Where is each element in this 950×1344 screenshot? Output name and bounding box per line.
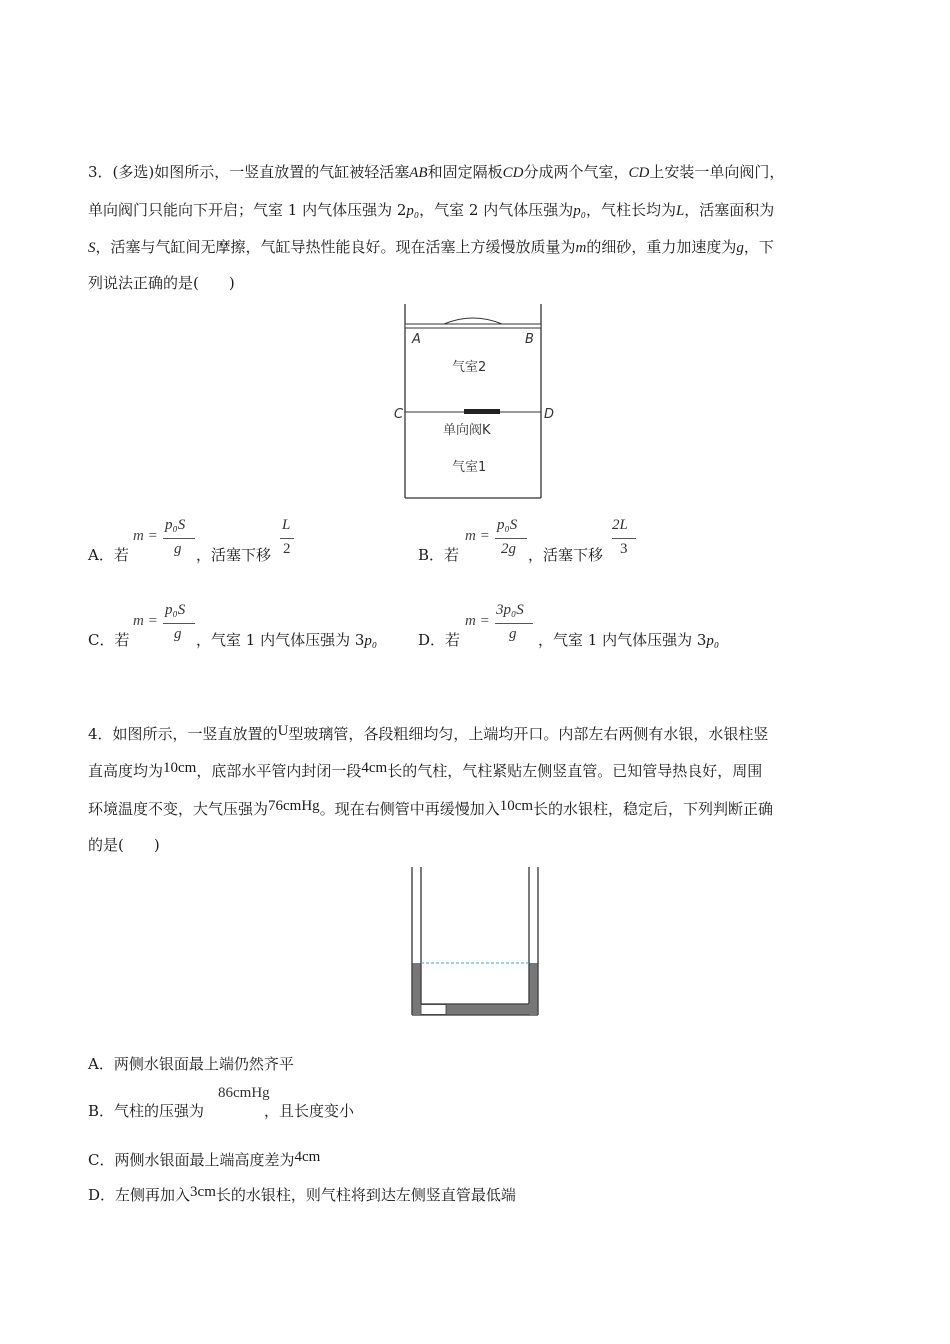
q3-D-m-eq: m = bbox=[465, 613, 490, 629]
q3-line-2: 单向阀门只能向下开启；气室 1 内气体压强为 2p₀，气室 2 内气体压强为p₀，气柱长均为L，活塞面积为 bbox=[88, 201, 775, 219]
q4-option-A[interactable]: A．两侧水银面最上端仍然齐平 bbox=[88, 1055, 294, 1073]
label-valve-K: 单向阀K bbox=[443, 423, 491, 438]
q3-B-tail-fraction: 2L 3 bbox=[612, 517, 636, 561]
label-B: B bbox=[525, 332, 534, 347]
label-A: A bbox=[412, 332, 421, 347]
q3-C-m-eq: m = bbox=[133, 613, 158, 629]
q3-D-tail: ，气室 1 内气体压强为 3p₀ bbox=[538, 631, 720, 649]
q3-line-4: 列说法正确的是( ) bbox=[88, 274, 235, 292]
q3-D-fraction: 3p₀S g bbox=[495, 602, 533, 646]
q3-A-tail-fraction: L 2 bbox=[280, 517, 294, 561]
valve-K bbox=[464, 409, 500, 414]
q3-option-D[interactable]: D．若 bbox=[418, 631, 461, 649]
q3-option-A[interactable]: A．若 bbox=[88, 546, 129, 564]
sand-mound bbox=[444, 318, 502, 324]
air-column bbox=[421, 1005, 446, 1015]
label-chamber-2: 气室2 bbox=[452, 360, 487, 375]
q4-option-D[interactable]: D．左侧再加入3cm长的水银柱，则气柱将到达左侧竖直管最低端 bbox=[88, 1184, 516, 1204]
q3-cylinder-figure bbox=[394, 300, 554, 502]
q3-option-B[interactable]: B．若 bbox=[418, 546, 460, 564]
q3-A-tail: ，活塞下移 bbox=[196, 546, 272, 564]
q4-line-3: 环境温度不变，大气压强为76cmHg。现在右侧管中再缓慢加入10cm长的水银柱，稳定后，下列判断正确 bbox=[88, 798, 774, 818]
q3-C-tail: ，气室 1 内气体压强为 3p₀ bbox=[196, 631, 378, 649]
q3-A-m-eq: m = bbox=[133, 528, 158, 544]
q3-C-fraction: p₀S g bbox=[163, 602, 195, 646]
q3-B-fraction: p₀S 2g bbox=[495, 517, 527, 561]
q3-option-C[interactable]: C．若 bbox=[88, 631, 130, 649]
label-chamber-1: 气室1 bbox=[452, 460, 487, 475]
label-C: C bbox=[394, 407, 404, 422]
label-D: D bbox=[544, 407, 554, 422]
mercury-right-column bbox=[530, 963, 538, 1015]
q3-B-tail: ，活塞下移 bbox=[528, 546, 604, 564]
q3-B-m-eq: m = bbox=[465, 528, 490, 544]
q4-B-value: 86cmHg bbox=[218, 1085, 270, 1101]
q3-line-1: 3．(多选)如图所示，一竖直放置的气缸被轻活塞AB和固定隔板CD分成两个气室，CD上安装一单向阀门， bbox=[88, 163, 785, 181]
mercury-bottom bbox=[446, 1005, 530, 1015]
q4-u-tube-figure bbox=[408, 864, 544, 1020]
q3-A-fraction: p₀S g bbox=[163, 517, 195, 561]
q4-line-4: 的是( ) bbox=[88, 836, 160, 854]
mercury-left-column bbox=[413, 963, 421, 1015]
q3-line-3: S，活塞与气缸间无摩擦，气缸导热性能良好。现在活塞上方缓慢放质量为m的细砂，重力加速度为g，下 bbox=[88, 238, 774, 256]
piston-AB bbox=[405, 324, 541, 328]
q4-line-1: 4．如图所示，一竖直放置的U型玻璃管，各段粗细均匀，上端均开口。内部左右两侧有水银，水银柱竖 bbox=[88, 723, 769, 743]
q4-option-C[interactable]: C．两侧水银面最上端高度差为4cm bbox=[88, 1149, 321, 1169]
q4-option-B[interactable]: B．气柱的压强为 ，且长度变小 bbox=[88, 1102, 355, 1120]
q4-line-2: 直高度均为10cm，底部水平管内封闭一段4cm长的气柱，气柱紧贴左侧竖直管。已知管导热良好，周围 bbox=[88, 760, 763, 780]
